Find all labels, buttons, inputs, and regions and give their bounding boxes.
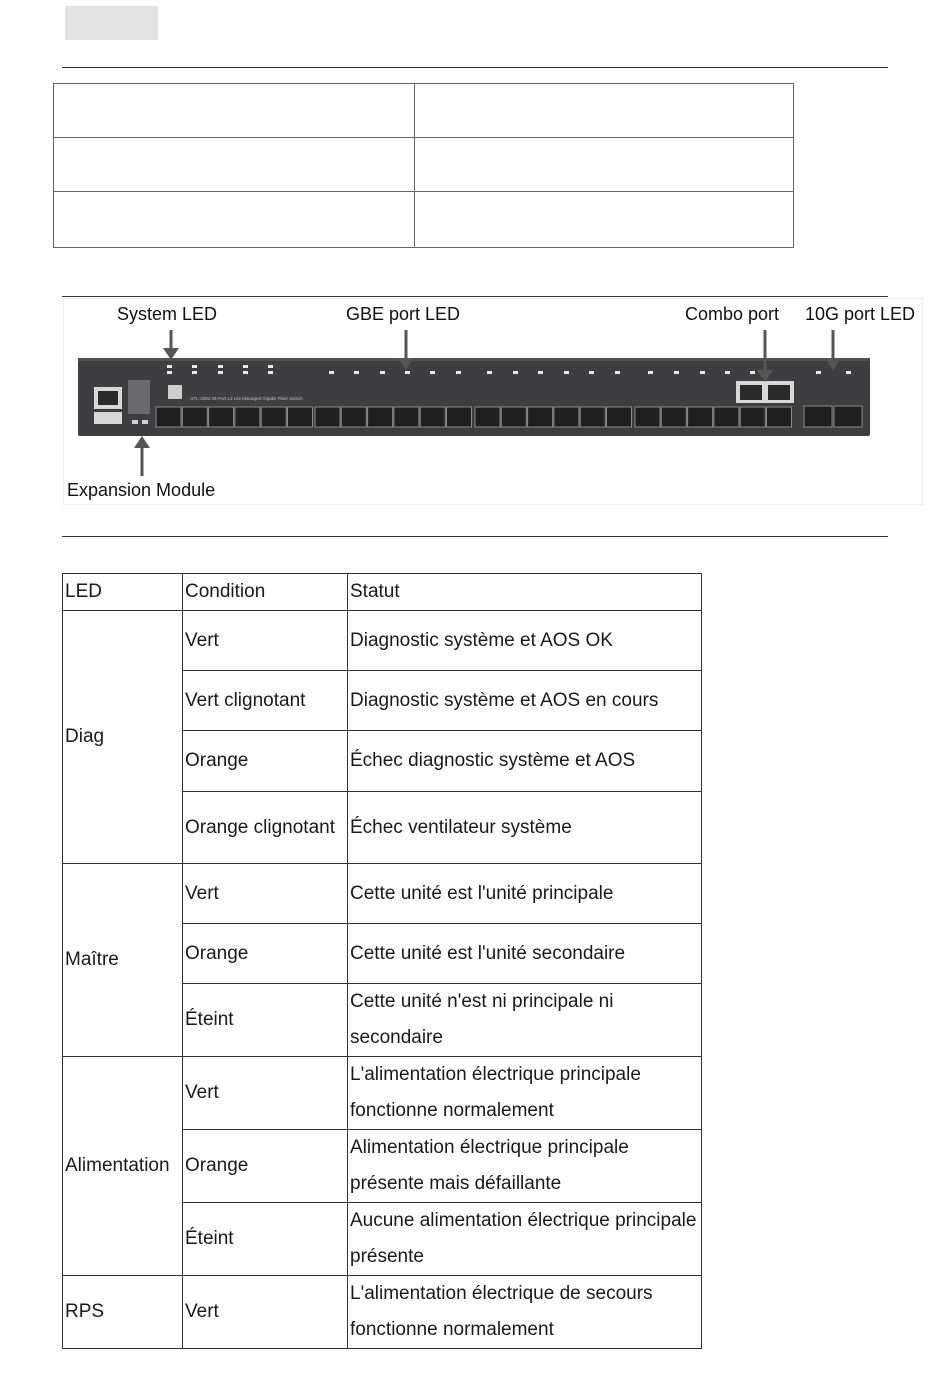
gbe-led [564, 371, 569, 374]
gbe-led [750, 371, 755, 374]
gbe-port-led-label: GBE port LED [346, 304, 461, 324]
gbe-led [538, 371, 543, 374]
status-cell: Cette unité est l'unité principale [348, 864, 702, 924]
sfp-port [475, 407, 500, 427]
table-row [63, 611, 702, 671]
condition-cell: Vert clignotant [183, 671, 348, 731]
sfp-port [767, 407, 792, 427]
sfp-port [394, 407, 419, 427]
table-row [63, 864, 702, 924]
sfp-port [235, 407, 260, 427]
led-status-table [62, 573, 702, 1349]
sfp-port [368, 407, 393, 427]
sfp-port [447, 407, 472, 427]
gbe-led [380, 371, 385, 374]
header-status: Statut [348, 574, 702, 611]
table-row [63, 1276, 702, 1349]
sfp-port [714, 407, 739, 427]
gbe-led [430, 371, 435, 374]
status-cell: Alimentation électrique principale présente mais défaillante [348, 1130, 702, 1203]
condition-cell: Vert [183, 864, 348, 924]
condition-cell: Éteint [183, 984, 348, 1057]
brand-logo [168, 385, 182, 399]
table-header-row [63, 574, 702, 611]
header-led: LED [63, 574, 183, 611]
gbe-led [513, 371, 518, 374]
gbe-led [456, 371, 461, 374]
sfp-port [688, 407, 713, 427]
10g-led [816, 371, 821, 374]
sfp-port [661, 407, 686, 427]
condition-cell: Orange [183, 1130, 348, 1203]
condition-cell: Orange [183, 924, 348, 984]
condition-cell: Éteint [183, 1203, 348, 1276]
switch-illustration [0, 0, 950, 520]
10g-port-led-label: 10G port LED [805, 304, 916, 324]
combo-port-label: Combo port [685, 304, 780, 324]
status-cell: Cette unité n'est ni principale ni secondaire [348, 984, 702, 1057]
condition-cell: Vert [183, 611, 348, 671]
gbe-led [674, 371, 679, 374]
10g-port [834, 406, 862, 427]
arrow-expansion [134, 436, 150, 448]
status-cell: Diagnostic système et AOS en cours [348, 671, 702, 731]
header-condition: Condition [183, 574, 348, 611]
sfp-port [209, 407, 234, 427]
gbe-led [354, 371, 359, 374]
gbe-led [329, 371, 334, 374]
status-cell: Échec diagnostic système et AOS [348, 731, 702, 792]
sfp-port [156, 407, 181, 427]
expansion-module-label: Expansion Module [67, 480, 216, 500]
sfp-port [288, 407, 313, 427]
status-cell: L'alimentation électrique de secours fonctionne normalement [348, 1276, 702, 1349]
status-cell: Diagnostic système et AOS OK [348, 611, 702, 671]
led-name: Diag [63, 611, 183, 864]
sfp-port [182, 407, 207, 427]
divider [62, 536, 888, 537]
system-led-label: System LED [117, 304, 218, 324]
usb-port [94, 412, 122, 424]
sfp-port [261, 407, 286, 427]
status-cell: Cette unité est l'unité secondaire [348, 924, 702, 984]
gbe-led [615, 371, 620, 374]
sfp-port [501, 407, 526, 427]
gbe-led [648, 371, 653, 374]
10g-port [804, 406, 832, 427]
condition-cell: Orange clignotant [183, 792, 348, 864]
condition-cell: Vert [183, 1057, 348, 1130]
gbe-led [700, 371, 705, 374]
led-name: Maître [63, 864, 183, 1057]
model-text: GTL-2882 28-Port L3 Lite Managed Gigabit Fiber Switch [190, 396, 303, 401]
sfp-port [635, 407, 660, 427]
status-cell: L'alimentation électrique principale fonctionne normalement [348, 1057, 702, 1130]
gbe-led [589, 371, 594, 374]
10g-led [846, 371, 851, 374]
condition-cell: Vert [183, 1276, 348, 1349]
sfp-port [580, 407, 605, 427]
sfp-port [341, 407, 366, 427]
table-row [63, 1057, 702, 1130]
sfp-port [420, 407, 445, 427]
led-name: RPS [63, 1276, 183, 1349]
sfp-port [554, 407, 579, 427]
gbe-led [487, 371, 492, 374]
sfp-port [315, 407, 340, 427]
sfp-port [740, 407, 765, 427]
status-cell: Échec ventilateur système [348, 792, 702, 864]
status-cell: Aucune alimentation électrique principale présente [348, 1203, 702, 1276]
led-name: Alimentation [63, 1057, 183, 1276]
sfp-port [528, 407, 553, 427]
condition-cell: Orange [183, 731, 348, 792]
gbe-led [725, 371, 730, 374]
sfp-port [607, 407, 632, 427]
gbe-led [405, 371, 410, 374]
expansion-slot [128, 380, 150, 414]
console-port [98, 391, 118, 405]
